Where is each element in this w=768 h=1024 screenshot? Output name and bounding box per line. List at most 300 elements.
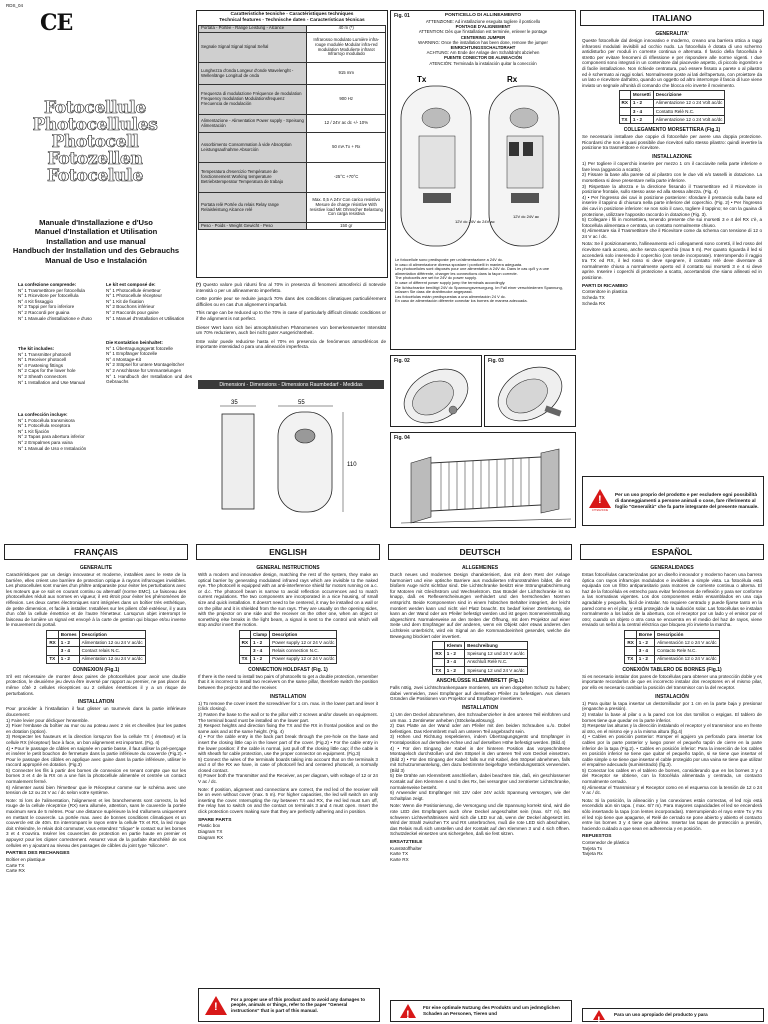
table-cell: Speisung 12 und 24 V ac/dc [465,650,527,658]
es-conn-heading: CONEXIÓN TABLERO DE BORNES (Fig.1) [622,666,722,673]
fig4-drawing [391,433,575,527]
table-cell: Relais connection N.C. [270,647,337,655]
fr-parts-heading: PARTIES DES RECHANGES [6,851,70,857]
doc-code: RDS_04 [6,3,24,8]
table-cell: 1 - 2 [444,650,464,658]
it-part: Contenitore in plastica [582,289,628,295]
en-inst-step: 2) Fasten the base to the wall or to the pillar with 2 screws and/or dowels on equipment. The terminal board must be installed on the lower part. [198,711,378,723]
dimensions-svg [198,396,384,524]
en-note: Note: If position, alignment and connections are correct, the red led of the receiver will be on even without cover (max. 5 m). For higher capacities, the led will switch on only inserting the cover. Interrupting the ray between TX and RX, the red led must turn off, the relay has to switch on and the contact on terminals 3 and 4 must open. Insert the click protection covers making sure that they are perfectly adhering and in position. [198,786,378,815]
it-parts-heading: PARTI DI RICAMBIO [582,283,628,289]
en-part: Diagram TX [198,829,223,835]
en-inst-step: 6) Power both the Transmitter and the Receiver, as per diagram, with voltage of 12 or 24 V ac / dc. [198,773,378,785]
table-cell [433,642,444,650]
table-cell [239,647,250,655]
table-cell: 3 - 4 [630,107,653,115]
manual-title-en: Installation and use manual [46,236,146,246]
manual-title-it: Manuale d'Installazione e d'Uso [39,218,153,227]
spec-row [199,33,386,63]
english-header: ENGLISH [196,544,380,560]
espanol-section [582,562,762,857]
table-cell: RX [619,99,630,107]
en-conn-text: If there is the need to install two pairs of photocells to get a double protection, remember that it is incorrect to install two receivers on the same pillar, therefore switch the position between the projector and the receiver. [198,673,378,691]
francais-section [6,562,186,874]
de-inst-step: 1) Um den Deckel abzunehmen, den Schraubenzieher in den unteren Teil einführen und um max. 1 Zentimeter anheben (Stöckelauslösung). [390,711,570,723]
table-row [433,658,527,666]
table-row [625,647,719,655]
figure-2 [390,355,482,427]
kit-item: N° 1 Photocellule récepteur [106,293,162,299]
table-cell: Descripción [655,631,720,639]
table-cell [239,631,250,639]
es-warning-text: Para un uso apropiado del producto y para [614,1012,708,1018]
spec-value: 915 mm [307,63,386,85]
it-inst-step: 3) Rispettare la altezza e la direzione fissando il Trasmettitore ed il Ricevitore in posizione frontale, sullo stesso asse ed alla stessa altezza. (Fig. 4) [582,183,762,195]
deutsch-section [390,562,570,863]
table-cell: Morsetti [630,91,653,99]
fig1-volt-rx: 12V dc 24V ac [513,213,540,219]
kit-item: N° 4 Kit fissaggio [18,298,54,304]
spec-label: Segnale Signal Signal Signal Señal [199,33,307,63]
note-fr: Cette portée peur se reduire jusqu'à 70% dans des conditions climatiques particulièrement difficiles ou en cas d'un alignement imparfait. [196,296,386,307]
table-cell [625,631,636,639]
es-part: Tarjeta Rx [582,851,603,857]
de-inst-step: 3) Höhen und Richtung respektieren, indem Übertragungsgerät und Empfänger in Frontalposition auf derselben Achse und auf derselben Höhe befestigt werden. (Bild.4) [390,734,570,745]
es-parts-heading: REPUESTOS [582,834,612,840]
table-row [239,639,337,647]
es-inst-step: 6) Alimentar el Transmisor y el Receptor como en el esquema con la tensión de 12 o 24 V ac / dc. [582,784,762,796]
de-inst-heading: INSTALLATION [462,704,498,711]
en-inst-heading: INSTALLATION [270,693,306,700]
dim-55: 55 [298,400,305,406]
de-part: Kunststoffhalter [390,845,422,851]
table-cell: Alimentación 12 o 24 V ac/dc [655,655,720,663]
fig1-bullet: Las fotocélulas están predispuestas a una alimentación 24 V dc. [395,293,506,299]
en-warning-text: For a proper use of this product and to avoid any damages to people, animals or things, refer to the paper "General instructions" that is part of this manual. [231,996,366,1013]
spec-label: Portata relè Portée du relais Relay range Relaisleistung Alcance relé [199,193,307,223]
warning-icon-label: ATTENZIONE [591,509,609,513]
spec-row [199,85,386,115]
spec-value: 900 Hz [307,85,386,115]
title-es: Fotocelule [47,166,143,186]
spec-value: 50 mA Tx + Rx [307,133,386,163]
es-inst-step: 1) Para quitar la tapa insertar un destornillador por 1 cm en la parte baja y presionar (enganche a presión). [582,700,762,712]
fr-inst-intro: Pour procéder à l'installation il faut glisser un tournevis dans la partie inférieure doucement: [6,706,186,717]
table-cell: 3 - 4 [58,647,79,655]
kit-de [106,340,192,385]
table-cell: TX [619,116,630,124]
table-row [433,650,527,658]
it-terminal-table [619,90,726,124]
es-inst-step: 2) Instalar la base al pilar o a la pared con los dos tornillos o espigas. El tablero de bornes tiene que quedar en la parte inferior. [582,711,762,723]
kit-item: N° 1 Handbuch der Installation und des Gebrauchs [106,373,192,385]
de-terminal-table [432,641,527,675]
fr-inst-step: 4) • Pour le passage de câbles en saignée en partie basse, il faut utiliser la pré-perçage et insérer le petit bouchon de fermeture dans la partie inférieure du couvercle (Fig.2). • Pour le passage des câbles en applique avec gaine dans la partie inférieure, utiliser le raccord approprié en dotation. (Fig.3) [6,745,186,768]
table-cell: 1 - 2 [251,655,270,663]
table-cell: Description [270,631,337,639]
table-row [619,99,725,107]
fr-inst-step: 3) Respecter les hauteurs et la direction lorsqu'on fixe la cellule TX ( émetteur) et la cellule RX (récepteur) face à face, un bon alignement est important. (Fig. 4) [6,734,186,745]
de-part: Karte RX [390,857,409,863]
table-cell: Alimentazione 12 o 24 Volt ac/dc [653,116,725,124]
fr-inst-step: 2) Fixer l'embase du boîtier au mur ou au poteau avec 2 vis et chevilles (sur les pattes en dotation (option). [6,723,186,734]
table-cell: 1 - 2 [630,116,653,124]
italiano-header: ITALIANO [580,10,764,26]
fr-inst-step: 1) Faire levier pour décliquer l'ensemble. [6,717,89,723]
de-warning-text: Für eine optimale Nutzung des Produkts und um jedmöglichen Schaden an Personen, Tieren und [423,1005,560,1016]
fig1-tx-label: Tx [417,74,427,84]
table-cell: Description [79,631,145,639]
table-cell: RX [239,639,250,647]
es-inst-step: 4) • Cables en posición posterior: Romper el agujero ya perforado para insertar los cables por la parte posterior y luego poner el pequeño tapón de cierre en la parte inferior de la tapa (Fig.2). • Cables en posición inferior: Para la inserción de los cables en posición inferior se tiene que quitar el pequeño tapón, si se tiene que insertar el cable simple o se tiene que insertar el cable protegido por una vaina se tiene que utilizar el empalme adecuado (suministrado) (fig.3). [582,734,762,768]
kit-item: N° 1 Übertragungsgerät fotozelle [106,345,173,351]
fr-conn-heading: CONNEXION (Fig.1) [72,666,120,673]
table-row [47,647,145,655]
spec-heading-1: Caratteristiche tecniche - Caractéristiques techniques [230,12,354,17]
deutsch-header: DEUTSCH [388,544,572,560]
it-part: Scheda TX [582,295,605,301]
manual-title-es: Manual de Uso e Instalación [45,255,147,265]
fig1-line: ATTENTION: Dès que l'installation est terminée, enlever le pontage [418,29,548,35]
spec-row [199,115,386,133]
it-inst-heading: INSTALLAZIONE [652,154,692,161]
table-row [47,639,145,647]
de-warning-box [390,1000,572,1022]
spec-row [199,223,386,230]
table-cell: 3 - 4 [636,647,654,655]
figure-3 [484,355,576,427]
table-cell: Anschluß Relè N.C. [465,658,527,666]
it-inst-step: 4) • Per l'ingresso dei cavi in posizione posteriore: sfondare il pretrancio sulla base ed inserire il tappino di chiusura nella parte inferiore del coperchio. (Fig. 2) • Per l'ingresso dei cavi in posizione inferiore: se non solo il cavo, togliere il tappino; se con la guaina di protezione, utilizzare l'apposito raccordo in dotazione (Fig. 3). [582,194,762,217]
de-conn-text: Falls nötig, zwei Lichtschrankenpaare montieren, um einen doppelten Schutz zu haben; dabei vermeiden, zwei Empfänger auf demselben Pfeiler zu befestigen. Aus diesem Gründen die Positionen von Projektor und Empfänger invertieren. [390,685,570,702]
table-cell: 1 - 2 [444,666,464,674]
table-cell: Alimentación 12 o 24 V ac/dc [655,639,720,647]
de-inst-step: 2) Das Platte an der Wand oder am Pfeiler mit den beiden Schrauben u./o. Dübel befestigen. Das Klemmbrett muß am unteren Teil angebracht sein. [390,723,570,734]
de-general-text: Durch neues und modernes Design charakterisiert, das mit dem Rest der Anlage harmoniert und eine optische Barriere aus modulierten Infrarotstrahlen bildet, die mit bloßem Auge nicht sichtbar sind. Die Lichtschranke besitzt eine Störungsabschirmung für Motoren mit Gleichstrom und Wechselstrom. Das Bündel der Lichtschranke ist so knapp, daß es Reflexerscheinungen verhindert und den herrschenden Normen entspricht. Beide Komponenten sind in einem hübschen Behälter integriert, der leicht montiert werden kann und nicht viel Platz braucht. Es bedarf keiner Zentrierung, sie kann an der Wand oder am Pfeiler befestigt werden und ist gegen Sonneneinstrahlung abgeschirmt. Normalerweise an den Seiten der Öffnung, mit dem Projektor auf einer Seite und dem Empfänger auf der anderen, wenn ein Objekt oder etwas anderes den Lichtkreis unterbricht, wird ein Signal an die Kommandoeinheit gesendet, welche die Bewegung blockiert oder invertiert. [390,572,570,639]
fig1-line: PONTAGE D'ALIGNEMENT [455,24,511,30]
it-inst-step: 2) Fissare la base alla parete od al pilastro con le due viti e/o tasselli in dotazione. La morsettiera si deve presentare nella parte inferiore. [582,172,762,183]
fr-part: Carte TX [6,862,25,868]
fig3-drawing [485,356,575,426]
table-cell: RX [433,650,444,658]
kit-item: N° 1 Manual de Uso e Instalación [18,445,87,451]
en-terminal-table [239,630,338,664]
espanol-header: ESPAÑOL [580,544,764,560]
kit-item: N° 1 Empfänger fotozelle [106,351,158,357]
it-inst-step: 6) Alimentare sia il Trasmettitore che il Ricevitore come da schema con tensione di 12 o 24 V ac / dc. [582,228,762,239]
kit-item: N° 4 Fastening fittings [18,362,63,368]
en-part: Plastic box [198,823,221,829]
kit-item: N° 1 Receiver photocell [18,357,67,363]
fr-conn-text: S'il est nécessaire de monter deux paires de photocellules pour avoir une double protection, le deuxième jeu devra être inversé par rapport au premier, ne pas placer du même côté 2 cellules réceptrices ou 2 cellules émettrices il y a un risque de perturbations. [6,673,186,696]
table-cell: 1 - 2 [58,655,79,663]
fr-general-text: Caractéristiques par un design innovateur et moderne, installées avec le reste de la barrière, elles créent une barrière de protection optique à rayons infrarouges invisibles. Les photocellules sont munies d'un philtre antiparasite pour éviter les perturbations avec les moteurs que ce soit en courant continu ou alternatif (norme EMC). Le faisceau des photocellules réduit aux normes en vigueur, il est étroit pour éviter les phénomènes de réflexion. Les deux cartes électroniques sont intégrées dans un boîtier très esthétique, de petite dimension, et facile à installer. Installées sur les piliers côté extérieur, il y aura d'un côté la cellule émettrice et de l'autre l'émetteur. Lorsqu'un objet interrompt le faisceau de lumière un signal est envoyé à la carte de gestion qui bloque et/ou inverse le mouvement du portail. [6,572,186,628]
de-inst-step: 4) • Für den Eingang der Kabel in der hinteren Position das vorgeschnittene Montageloch durchstoßen und den Stöpsel in den unteren Teil vom Deckel einsetzen. (Bild 2) • Für den Eingang der Kabel: falls nur mit Kabel, den Stöpsel abnehmen, falls mit Schutzummantelung, den dazu bestimmte beigefügte Verbindungsstück verwenden. (Bild 3) [390,745,570,773]
es-note: Nota: Si la posición, la alineación y las conexiones están correctas, el led rojo está encendido aún sin tapa. ( max. 6/7 m). Para mayores capacidades el led se encenderá sólo insertando la tapa (con lentes incorporadas). Interrumpiendo el rayo entre Tx y Rx el led rojo tiene que apagarse, el Relé de cerrado se pone abierto y abierto el contacto entre los bornes 3 y 4 tiene que abrirse. Insertar las tapas de protección a presión, haciendo cuidado a que sean en adherencia y en posición. [582,797,762,831]
kit-fr-heading: Le kit est composé de: [106,282,156,287]
fig1-bullet: In case of different power supply jump the terminals accordingly. [395,280,506,285]
dimensions-drawing [198,396,384,524]
table-cell: RX [47,639,58,647]
kit-it-heading: La confezione comprende: [18,282,77,287]
spec-row [199,25,386,32]
it-conn-text: Se necessario installare due coppie di fotocellule per avere una doppia protezione. Ricordarsi che non è quasi possibile due ricevitori sullo stesso pilastro: quindi invertire la posizione tra trasmettitore e ricevitore. [582,134,762,151]
table-cell: Contatto Relè N.C. [653,107,725,115]
fig1-bullet: The photocells are set for 24V dc power supply. [395,275,477,281]
kit-item: N° 1 Manuel d'Installation et Utilisation [106,315,185,321]
note-it: Questo valore può ridursi fino al 70% in presenza di fenomeni atmosferici di notevole intensità o per un allineamento imperfetto. [196,282,386,293]
kit-item: N° 2 Anschlüsse für Ummantelungen [106,367,182,373]
table-row [239,647,337,655]
spec-panel [196,10,388,278]
fig1-line: EINRICHTUNGSSCHALTDRAHT [450,45,516,51]
table-cell [433,658,444,666]
kit-es-heading: La confección incluye: [18,412,68,417]
fig1-rx-label: Rx [507,74,518,84]
es-terminal-table [624,630,719,664]
spec-value: 12 / 24V ac dc +/- 10% [307,115,386,133]
kit-item: N° 2 Sheath connectors [18,373,67,379]
fr-inst-heading: INSTALLATION [78,699,114,706]
it-warning-box [582,476,764,526]
title-fr: Photocellules [32,115,158,135]
fig1-bullet: Le fotocellule sono predisposte per un'alimentazione a 24V dc. [395,256,504,262]
title-en: Photocell [51,132,139,152]
kit-en-heading: The kit includes: [18,346,55,351]
it-general-text: Queste fotocellule dal design innovativo e moderno, creano una barriera ottica a raggi infrarossi modulati invisibili ad occhio nudo. La fotocellula è dotata di uno schermo antidisturbo per moduli in corrente continua e alternata. Il fascio della fotocellula è stretto per evitare fenomeni di riflessione e per rispondere alle norme vigenti. I due componenti sono integrati in un contenitore dal piacevole aspetto, di piccolo ingombro e di facile installazione. Non richiede centratura, può essere fissato a parete o al pilastro ed è schermato ai raggi solari. Normalmente poste ai lati dell'apertura, con proiettore da un lato e ricevitore dall'altro, quando un oggetto od altro interrompe il fascio di luce viene inviato un segnale all'unità di comando che blocca e/o inverte il movimento. [582,38,762,88]
table-row [625,639,719,647]
fig2-drawing [391,356,481,426]
kit-item: N° 1 Fotocélula transmisora [18,417,75,423]
table-cell: 3 - 4 [251,647,270,655]
table-cell: Beschreibung [465,642,527,650]
en-inst-step: 3) Respect heights and direction fixing the TX and the RX in frontal position and on the same axis and at the same height. (Fig. 4) [198,723,378,734]
fig1-bullet: En caso de alimentación diferente conectar los bornes de manera adecuada. [395,298,528,304]
kit-item: N° 2 Tappi per foro inferiore [18,304,75,310]
fig1-bullet: In caso di alimentazione diversa spostare i ponticelli in maniera adeguata. [395,261,523,267]
table-cell: RX [625,639,636,647]
figure-4 [390,432,576,528]
en-conn-heading: CONNECTION HOLDFAST (Fig. 1) [248,666,328,673]
fr-inst-step: 5) Connecter les fils à partir des bornes de connexion en tenant compte que sur les bornes 3 et 4 de la RX on a une fois la photocellule alimentée et centrée un contact normalement fermé. [6,767,186,785]
kit-it [18,282,104,321]
kit-es [18,412,104,451]
spec-row [199,193,386,223]
fig1-bullet: Die lichtschranke benötigt 24V dc Spannungsversorgung. Im Fall einer verschiedenen Spannung, müssen Sie dass die drahtbrucke angepasst. [395,284,563,295]
de-general-heading: ALLGEMEINES [461,565,499,571]
fig1-bullet: Les photocellules sont disposés pour une alimentation à 24V dc. Dans le cas qu'il y a une alimentation différente, changer les connections dans la façon correcte. [395,266,550,276]
de-part: Karte TX [390,851,409,857]
fig1-drawing [393,68,573,258]
warning-icon [589,489,611,508]
kit-item: N° 1 Kit de fixation [106,298,144,304]
fig2-label: Fig. 02 [394,358,410,364]
title-it: Fotocellule [43,98,147,118]
spec-label: Peso - Poids - Weight Gewicht - Peso [199,223,307,230]
es-part: Contenedor de plástico [582,840,630,846]
kit-item: N° 1 Ricevitore per fotocellula [18,293,79,299]
ce-mark: CE [40,10,73,36]
table-cell: Borne [636,631,654,639]
table-cell [47,631,58,639]
table-cell: Power supply 12 or 24 V ac/dc [270,655,337,663]
table-cell: Contacto Rele N.C. [655,647,720,655]
kit-item: N° 2 Bouchons inférieur [106,304,155,310]
warning-icon [400,1004,416,1018]
fig1-volt-tx: 12V dc 24V dc 24V ac [455,218,495,224]
note-star: (*) [196,282,201,287]
es-general-text: Estas fotocélulas caracterizadas por un diseño innovador y moderno hacen una barrera óptica con rayos infrarrojos modulados e invisibles a simple vista. La fotocélula está equipada con un filtro antiparasitario para motores de corriente continua o alterna. El haz de la fotocélula es estrecho para evitar fenómenos de reflexión y para ser conforme a las normativas vigentes. Los dos componentes están ensamblados en una caja agradable y pequeña, fácil de instalar. No requiere centrado y puede fijarse tanto en la pared como en el pilar, y está protegido de la radiación solar. Las fotocélulas se instalan normalmente a los lados de la abertura, con el receptor por un lado y el emisor por el otro; cuando un objeto o otra cosa se encuentra en el medio del haz de rayos, viene enviado un señal a la central eléctrica que bloquea y/o invierte la marcha. [582,572,762,628]
table-cell: Power supply 12 or 24 V ac/dc [270,639,337,647]
table-cell: 1 - 2 [630,99,653,107]
fig1-line: CENTERING JUMPER [460,34,506,40]
spec-label: Assorbimento Consommation à vide Absorption Leistungsaufnahme Absorción [199,133,307,163]
en-part: Diagram RX [198,834,224,840]
table-cell: Alimentazione 12 o 24 Volt ac/dc [653,99,725,107]
fig1-title: PONTICELLO DI ALLINEAMENTO [444,13,522,18]
en-general-heading: GENERAL INSTRUCTIONS [256,565,320,571]
table-row [47,655,145,663]
table-cell: 1 - 2 [58,639,79,647]
kit-item: N° 2 Raccordi per guaina [18,309,70,315]
kit-item: N° 4 Montage-Kit [106,356,142,362]
table-cell: Contact relais N.C. [79,647,145,655]
table-cell: TX [433,666,444,674]
fr-part: Boîtier en plastique [6,857,46,863]
table-row [239,655,337,663]
francais-header: FRANÇAIS [4,544,188,560]
spec-value: -25°C +70°C [307,163,386,193]
de-inst-step: 6) Anwender und Empfänger mit 12V oder 24V ac/dc Spannung versorgen, wie der Schaltplan zeigt. [390,790,570,801]
table-cell: 3 - 4 [444,658,464,666]
kit-de-heading: Die Kontaktion beinhaltet: [106,340,163,345]
de-parts-heading: ERSATZTEILE [390,840,423,845]
table-cell [619,91,630,99]
spec-notes [196,282,386,350]
dim-35: 35 [231,400,238,406]
fr-inst-step: 6) Alimenter aussi bien l'émetteur que le Récepteur comme sur le schéma avec une tension de 12 ou 24 V ac / dc selon votre système. [6,784,186,796]
en-warning-box [198,988,380,1022]
fig3-label: Fig. 03 [488,358,504,364]
manual-title-de: Handbuch der Installation und des Gebrauchs [12,246,180,256]
it-part: Scheda RX [582,300,606,306]
es-inst-step: 5) Conectar los cables en el tablero de bornes, considerando que en los bornes 3 y 4 del Receptor se obtiene, con la fotocélula alimentada y centrada, un contacto normalmente cerrado. [582,767,762,785]
spec-heading-2: Technical features - Technische daten - Características técnicas [219,17,365,23]
fr-terminal-table [46,630,145,664]
fig1-label: Fig. 01 [394,13,410,19]
kit-item: N° 1 Trasmettitore per fotocellula [18,287,85,293]
table-cell: TX [47,655,58,663]
figure-1 [390,10,576,350]
spec-value: 150 gr [307,223,386,230]
es-warning-box [582,1008,764,1022]
spec-row [199,63,386,85]
table-cell [619,107,630,115]
it-note: Nota: Se il posizionamento, l'allineamento ed i collegamenti sono corretti, il led rosso del ricevitore sarà acceso, anche senza coperchio (max 5 m). Per quanto riguarda il led si accenderà solo inserendo il coperchio (con tende incorporate). Interrompendo il raggio tra TX ed RX, il led rosso si deve spegnere, il contatto relè deve diventare di normalmente chiuso a normalmente aperto ed il contatto sui morsetti 3 e 4 si deve aprire. Inserire i coperchi di protezione a scatto, accertandosi che siano allineati ed in posizione. [582,241,762,281]
kit-item: N° 2 Stöpsel für untere Montagelöcher [106,362,185,368]
kit-item: N° 1 Photocellule émetteur [106,287,161,293]
table-cell: 1 - 2 [636,655,654,663]
kit-item: N° 2 Caps for the lower hole [18,368,76,374]
kit-en [18,346,104,385]
fr-note: Note: Si lors de l'alimentation, l'alignement et les branchements sont corrects, la led rouge de la cellule réceptrice (RX) sera allumée, attention, sans le couvercle la portée maximum sera de 5 mètres. Pour une distance supérieure la led s'allumera uniquement en mettant le couvercle. La portée max. avec de bonnes conditions climatiques et un couvercle est de 40m. En interrompant le rayon entre la cellule TX et RX, la led rouge doit s'éteindre, le relais doit commuter, vous entendrez "clique" le contact sur les bornes 3 et 4 s'ouvrira. Insérer les couvercles de protection en partie haute en premier et appuyez pour les clipser correctement. Assurez vous de la parfaite étanchéité de vos cellules en y ajoutant au niveau des passages de câbles du joint type "silicone". [6,797,186,848]
en-parts-heading: SPARE PARTS [198,817,232,823]
spec-label: Temperatura d'esercizio Température de fonctionnement Working temperature Betriebstemperatur Temperatura de trabajo [199,163,307,193]
table-cell: Klemm [444,642,464,650]
fig1-line: PUENTE CONECTOR DE ALINEACIÓN [443,55,523,61]
fig1-line: ATENCIÓN: Terminada la instalación quitar la conección [429,60,537,66]
table-row [619,116,725,124]
note-es: Este valor puede reducirse hasta el 70% en presencia de fenómenos atmosféricos de importante intensidad o para una alineación imperfecta. [196,338,386,350]
de-conn-heading: ANSCHLÜSSE KLEMMBRETT (Fig.1) [436,677,524,684]
fig1-line: ATTENZIONE: Ad installazione eseguita togliere il ponticello [425,18,541,24]
spec-value: Infrarosso modulato Lumière infra-rouge modulée Modular infra-red modulation Modulierte infrarot Infrarrojo modulado [307,33,386,63]
warning-icon [205,996,227,1015]
spec-value: Max. 0,5 A 24V Con carico resistivo Mesure de charge résistive With resistive load Mit Ohmscher Belastung Con carga resistiva [307,193,386,223]
table-cell: Speisung 12 und 24 V ac/dc [465,666,527,674]
table-cell: 1 - 2 [251,639,270,647]
dim-110: 110 [347,462,357,468]
note-en: This range can be reduced up to the 70% in case of particularly difficult climatic conditions or if the alignment is not perfect. [196,310,386,321]
spec-row [199,133,386,163]
es-inst-heading: INSTALACIÓN [655,693,689,700]
kit-item: N° 1 Installation and Use Manual [18,379,85,385]
spec-label: Frequenza di modulazione Fréquence de modulation Frequency modulation Modulationsfrequenz Frecuencia de modulación [199,85,307,115]
it-inst-step: 5) Collegare i fili in morsettiera, tenendo presente che sui morsetti 3 e 4 del RX c'è, a fotocellula alimentata e centrata, un contatto normalmente chiuso. [582,217,762,228]
kit-item: N° 1 Fotocélula receptora [18,423,71,429]
table-cell: Descrizione [653,91,725,99]
fr-part: Carte RX [6,868,25,874]
table-cell: Alimentation 12 ou 24 V ac/dc [79,639,145,647]
kit-fr [106,282,192,321]
note-de: Dieser Wert kann sich bei atmosphärischen Phänomenen von bemerkenswerter Intensität um 70% reduzieren, auch bei nicht guter Ausgerichtetheit. [196,324,386,336]
spec-label: Alimentazione - Alimentation Power supply - Speisung Alimentación [199,115,307,133]
title-de: Fotozellen [47,149,143,169]
english-section [198,562,378,840]
es-part: Tarjeta Tx [582,845,603,851]
kit-item: N° 1 Manuale d'installazione e d'uso [18,315,92,321]
table-cell [625,647,636,655]
table-cell: Alimentation 12 ou 24 V ac/dc [79,655,145,663]
spec-label: Portata - Portée - Range Leistung - Alcance [199,25,307,32]
en-inst-step: 5) Connect the wires of the terminals boards taking into account that on the terminals 3 and 4 of the RX we have, in case of photocell fed and centered photocell, a normally closed contact. [198,756,378,773]
en-inst-step: 4) • For the cable entry in the back part break through the pre-hole on the base and insert the closing little cap in the lower part of the cover. (Fig.2) • For the cable entry in the lower position: if the cable is normal, just pull off the closing little cap; if the cable is with sheath for cable protection, use the proper connector on equipment. (Fig.3) [198,734,378,757]
it-warning-text: Per un uso proprio del prodotto e per escludere ogni possibilità di danneggiamenti a persone animali o cose, fare riferimento al foglio "Generalità" che fa parte integrante del presente manuale. [615,492,759,509]
kit-item: N° 2 Empalmes para vaina [18,439,73,445]
table-cell [47,647,58,655]
en-general-text: With a modern and innovative design, matching the rest of the system, they make an optical barrier by generating modulated infrared rays which are invisible to the naked eye. The photocell is equipped with an anti-interference shield for motors running on a.c. or d.c. The photocell beam is narrow to avoid reflection occurrences and to match current regulations. The two components are incorporated in a nice housing, of small size and quick installation. It doesn't need to be centered, it may be installed on a wall or on the pillar and it is shielded from the sun rays. They are usually on the opening sides, with the projector on one side and the receiver on the other one, when an object or something else breaks in the light beam, a signal is sent to the control unit which will stop and/or invert the motion. [198,572,378,628]
product-titles [20,100,170,185]
fr-general-heading: GENERALITE [79,565,113,571]
italiano-section [582,28,762,306]
spec-row [199,163,386,193]
table-cell: TX [239,655,250,663]
kit-item: N° 2 Tapas para abertura inferior [18,434,85,440]
kit-item: N° 2 Raccords pour gaine [106,309,159,315]
spec-table [198,25,386,231]
manual-title-fr: Manuel d'Installation et Utilisation [34,227,158,237]
dimensions-banner [198,380,384,389]
it-general-heading: GENERALITA' [655,31,689,37]
it-inst-step: 1) Per togliere il coperchio inserire per mezzo 1 cm il cacciavite nella parte inferiore e fare leva (aggancio a scatto). [582,161,762,172]
table-cell: Clamp [251,631,270,639]
kit-item: N° 1 Transmitter photocell [18,351,71,357]
table-cell: Bornes [58,631,79,639]
it-conn-heading: COLLEGAMENTO MORSETTIERA (Fig.1) [623,127,721,134]
kit-item: N° 1 Kit fijación [18,428,50,434]
de-inst-step: 5) Die Drähte am Klemmbrett anschließen, dabei beachten Sie, daß, ein geschlossener Kontakt auf den Klemmen 4 und 5 des Rx, bei versorgter und zentrierter Lichtschranke, normalerweise besteht. [390,773,570,790]
de-note: Note: Wenn die Positionierung, die Versorgung und die Spannung korrekt sind, wird die rote LED des Empfängers auch ohne Deckel angeschaltet sein (max. 6/7 m). Bei schweren Lichtverhältnissen wird sich die LED nur ab, wenn der Deckel abgesetzt ist. Wird der Strahl zwischen TX und RX unterbrochen, muß die rote LED sich abschalten, das Relais muß sich umstellen und der Kontakt auf den Klemmen 3 und 4 sich öffnen. Schutzdeckel einsetzen uns sichergehen, daß sie fest sitzen. [390,803,570,837]
